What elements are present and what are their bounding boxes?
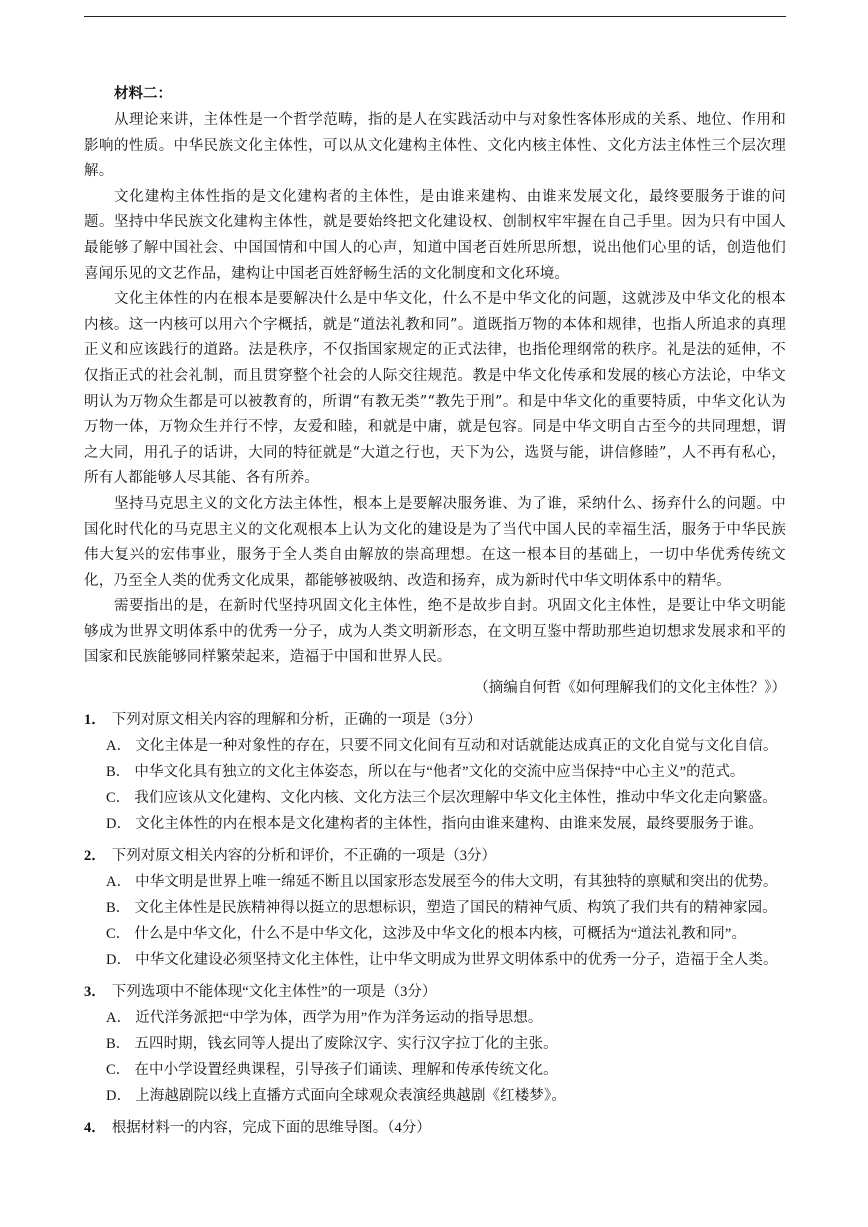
option-key: B． bbox=[106, 1036, 131, 1053]
question-number: 2． bbox=[84, 848, 106, 865]
option-text: 文化主体是一种对象性的存在，只要不同文化间有互动和对话就能达成真正的文化自觉与文化自信。 bbox=[135, 738, 778, 755]
option-a bbox=[106, 1005, 786, 1031]
material-paragraph: 坚持马克思主义的文化方法主体性，根本上是要解决服务谁、为了谁，采纳什么、扬弃什么的问题。中国化时代化的马克思主义的文化观根本上认为文化的建设是为了当代中国人民的幸福生活，服务于中华民族伟大复兴的宏伟事业，服务于全人类自由解放的崇高理想。在这一根本目的基础上，一切中华优秀传统文化，乃至全人类的优秀文化成果，都能够被吸纳、改造和扬弃，成为新时代中华文明体系中的精华。 bbox=[84, 495, 786, 589]
option-key: A． bbox=[106, 738, 132, 755]
option-key: B． bbox=[106, 900, 131, 917]
material-paragraph: 文化主体性的内在根本是要解决什么是中华文化，什么不是中华文化的问题，这就涉及中华文化的根本内核。这一内核可以用六个字概括，就是“道法礼教和同”。道既指万物的本体和规律，也指人所追求的真理正义和应该践行的道路。法是秩序，不仅指国家规定的正式法律，也指伦理纲常的秩序。礼是法的延伸，不仅指正式的社会礼制，而且贯穿整个社会的人际交往规范。教是中华文化传承和发展的核心方法论，中华文明认为万物众生都是可以被教育的，所谓“有教无类”“教先于刑”。和是中华文化的重要特质，中华文化认为万物一体，万物众生并行不悖，友爱和睦，和就是中庸，就是包容。同是中华文明自古至今的共同理想，谓之大同，用孔子的话讲，大同的特征就是“大道之行也，天下为公，选贤与能，讲信修睦”，人不再有私心，所有人都能够人尽其能、各有所养。 bbox=[84, 291, 786, 487]
exam-page bbox=[84, 82, 786, 1141]
option-b bbox=[106, 1031, 786, 1057]
option-key: A． bbox=[106, 874, 132, 891]
material-heading: 材料二： bbox=[114, 85, 172, 102]
option-text: 文化主体性的内在根本是文化建构者的主体性，指向由谁来建构、由谁来发展，最终要服务于谁。 bbox=[135, 816, 763, 833]
material-paragraph: 从理论来讲，主体性是一个哲学范畴，指的是人在实践活动中与对象性客体形成的关系、地位、作用和影响的性质。中华民族文化主体性，可以从文化建构主体性、文化内核主体性、文化方法主体性三个层次理解。 bbox=[84, 112, 786, 180]
option-b bbox=[106, 895, 786, 921]
question-stem: 下列对原文相关内容的分析和评价，不正确的一项是（3分） bbox=[111, 848, 496, 865]
option-text: 我们应该从文化建构、文化内核、文化方法三个层次理解中华文化主体性，推动中华文化走向繁盛。 bbox=[134, 790, 777, 807]
option-c bbox=[106, 921, 786, 947]
option-text: 在中小学设置经典课程，引导孩子们诵读、理解和传承传统文化。 bbox=[134, 1062, 558, 1079]
option-text: 中华文化建设必须坚持文化主体性，让中华文明成为世界文明体系中的优秀一分子，造福于全人类。 bbox=[135, 952, 778, 969]
option-text: 文化主体性是民族精神得以挺立的思想标识，塑造了国民的精神气质、构筑了我们共有的精神家园。 bbox=[134, 900, 777, 917]
question-stem: 下列对原文相关内容的理解和分析，正确的一项是（3分） bbox=[111, 712, 482, 729]
question-number: 4． bbox=[84, 1120, 106, 1137]
option-key: D． bbox=[106, 1088, 132, 1105]
option-d bbox=[106, 811, 786, 837]
option-c bbox=[106, 785, 786, 811]
question-4 bbox=[84, 1115, 786, 1141]
option-b bbox=[106, 759, 786, 785]
question-number: 1． bbox=[84, 712, 106, 729]
option-a bbox=[106, 733, 786, 759]
header-rule bbox=[84, 16, 786, 17]
option-key: D． bbox=[106, 816, 132, 833]
option-key: A． bbox=[106, 1010, 132, 1027]
question-number: 3． bbox=[84, 984, 106, 1001]
option-key: C． bbox=[106, 1062, 131, 1079]
question-1 bbox=[84, 707, 786, 837]
option-text: 什么是中华文化，什么不是中华文化，这涉及中华文化的根本内核，可概括为“道法礼教和同”。 bbox=[134, 926, 747, 943]
question-stem: 根据材料一的内容，完成下面的思维导图。（4分） bbox=[111, 1120, 431, 1137]
question-2 bbox=[84, 843, 786, 973]
option-c bbox=[106, 1057, 786, 1083]
option-d bbox=[106, 947, 786, 973]
option-key: B． bbox=[106, 764, 131, 781]
question-stem: 下列选项中不能体现“文化主体性”的一项是（3分） bbox=[111, 984, 437, 1001]
question-3 bbox=[84, 979, 786, 1109]
option-text: 五四时期，钱玄同等人提出了废除汉字、实行汉字拉丁化的主张。 bbox=[134, 1036, 558, 1053]
option-key: C． bbox=[106, 790, 131, 807]
option-text: 中华文化具有独立的文化主体姿态，所以在与“他者”文化的交流中应当保持“中心主义”的范式。 bbox=[134, 764, 745, 781]
material-source: （摘编自何哲《如何理解我们的文化主体性？》） bbox=[474, 680, 786, 697]
option-key: C． bbox=[106, 926, 131, 943]
option-text: 近代洋务派把“中学为体，西学为用”作为洋务运动的指导思想。 bbox=[135, 1010, 543, 1027]
material-paragraph: 需要指出的是，在新时代坚持巩固文化主体性，绝不是故步自封。巩固文化主体性，是要让中华文明能够成为世界文明体系中的优秀一分子，成为人类文明新形态，在文明互鉴中帮助那些迫切想求发展求和平的国家和民族能够同样繁荣起来，造福于中国和世界人民。 bbox=[84, 598, 786, 666]
option-key: D． bbox=[106, 952, 132, 969]
option-text: 上海越剧院以线上直播方式面向全球观众表演经典越剧《红楼梦》。 bbox=[135, 1088, 566, 1105]
option-a bbox=[106, 869, 786, 895]
material-paragraph: 文化建构主体性指的是文化建构者的主体性，是由谁来建构、由谁来发展文化，最终要服务于谁的问题。坚持中华民族文化建构主体性，就是要始终把文化建设权、创制权牢牢握在自己手里。因为只有中国人最能够了解中国社会、中国国情和中国人的心声，知道中国老百姓所思所想，说出他们心里的话，创造他们喜闻乐见的文艺作品，建构让中国老百姓舒畅生活的文化制度和文化环境。 bbox=[84, 188, 786, 282]
option-text: 中华文明是世界上唯一绵延不断且以国家形态发展至今的伟大文明，有其独特的禀赋和突出的优势。 bbox=[135, 874, 778, 891]
option-d bbox=[106, 1083, 786, 1109]
